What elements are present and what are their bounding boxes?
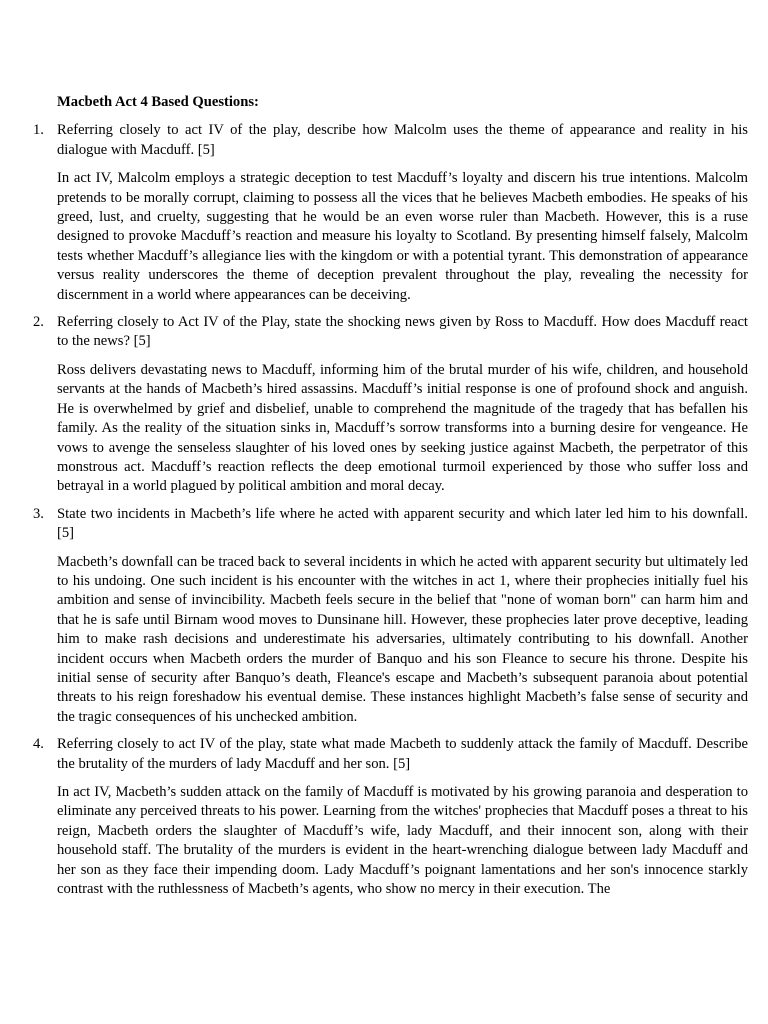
question-2: Referring closely to Act IV of the Play, state the shocking news given by Ross to Macduff. How does Macduff react to the news? [5] [57,314,748,350]
answer-2: Ross delivers devastating news to Macduff, informing him of the brutal murder of his wife, children, and household servants at the hands of Macbeth’s hired assassins. Macduff’s initial response is one of profound shock and anguish. He is overwhelmed by grief and disbelief, unable to comprehend the magnitude of the tragedy that has befallen his family. As the reality of the situation sinks in, Macduff’s sorrow transforms into a burning desire for vengeance. He vows to avenge the senseless slaughter of his loved ones by seeking justice against Macbeth, the perpetrator of this monstrous act. Macduff’s reaction reflects the deep emotional turmoil experienced by those who suffer loss and betrayal in a world plagued by political ambition and moral decay. [57,361,748,495]
question-1: Referring closely to act IV of the play, describe how Malcolm uses the theme of appearance and reality in his dialogue with Macduff. [5] [57,122,748,158]
question-number-2: 2. [33,314,44,331]
qa-item-1 [33,121,748,305]
document-title: Macbeth Act 4 Based Questions: [57,94,259,110]
qa-item-2 [33,313,748,497]
qa-item-3 [33,505,748,727]
answer-4: In act IV, Macbeth’s sudden attack on the family of Macduff is motivated by his growing paranoia and desperation to eliminate any perceived threats to his power. Learning from the witches' prophecies that Macduff poses a threat to his reign, Macbeth orders the slaughter of Macduff’s wife, lady Macduff, and their innocent son, along with their household staff. The brutality of the murders is evident in the heart-wrenching dialogue between lady Macduff and her son as they face their impending doom. Lady Macduff’s poignant lamentations and her son's innocence starkly contrast with the ruthlessness of Macbeth’s agents, who show no mercy in their execution. The [57,784,748,898]
question-3: State two incidents in Macbeth’s life where he acted with apparent security and which later led him to his downfall. [5] [57,505,748,542]
answer-1: In act IV, Malcolm employs a strategic deception to test Macduff’s loyalty and discern his true intentions. Malcolm pretends to be morally corrupt, claiming to possess all the vices that he believes Macbeth embodies. He speaks of his greed, lust, and cruelty, suggesting that he would be an even worse ruler than Macbeth. However, this is a ruse designed to provoke Macduff’s reaction and measure his loyalty to Scotland. By presenting himself falsely, Malcolm tests whether Macduff’s allegiance lies with the kingdom or with a potential tyrant. This demonstration of appearance versus reality underscores the theme of deception prevalent throughout the play, revealing the necessity for discernment in a world where appearances can be deceiving. [57,170,748,303]
question-number-1: 1. [33,122,44,139]
answer-3: Macbeth’s downfall can be traced back to several incidents in which he acted with apparent security but ultimately led to his undoing. One such incident is his encounter with the witches in act 1, where their prophecies initially fuel his ambition and sense of invincibility. Macbeth feels secure in the belief that "none of woman born" can harm him and that he is safe until Birnam wood moves to Dunsinane hill. However, these prophecies later prove deceptive, leading him to make rash decisions and underestimate his adversaries, ultimately contributing to his downfall. Another incident occurs when Macbeth orders the murder of Banquo and his son Fleance to secure his throne. Despite his initial sense of security after Banquo’s death, Fleance's escape and Macbeth’s subsequent paranoia about potential threats to his reign foreshadow his eventual demise. These instances highlight Macbeth’s false sense of security and the tragic consequences of his unchecked ambition. [57,553,748,725]
question-4: Referring closely to act IV of the play, state what made Macbeth to suddenly attack the family of Macduff. Describe the brutality of the murders of lady Macduff and her son. [5] [57,736,748,772]
qa-item-4 [33,735,748,899]
question-number-3: 3. [33,505,44,522]
question-number-4: 4. [33,736,44,753]
